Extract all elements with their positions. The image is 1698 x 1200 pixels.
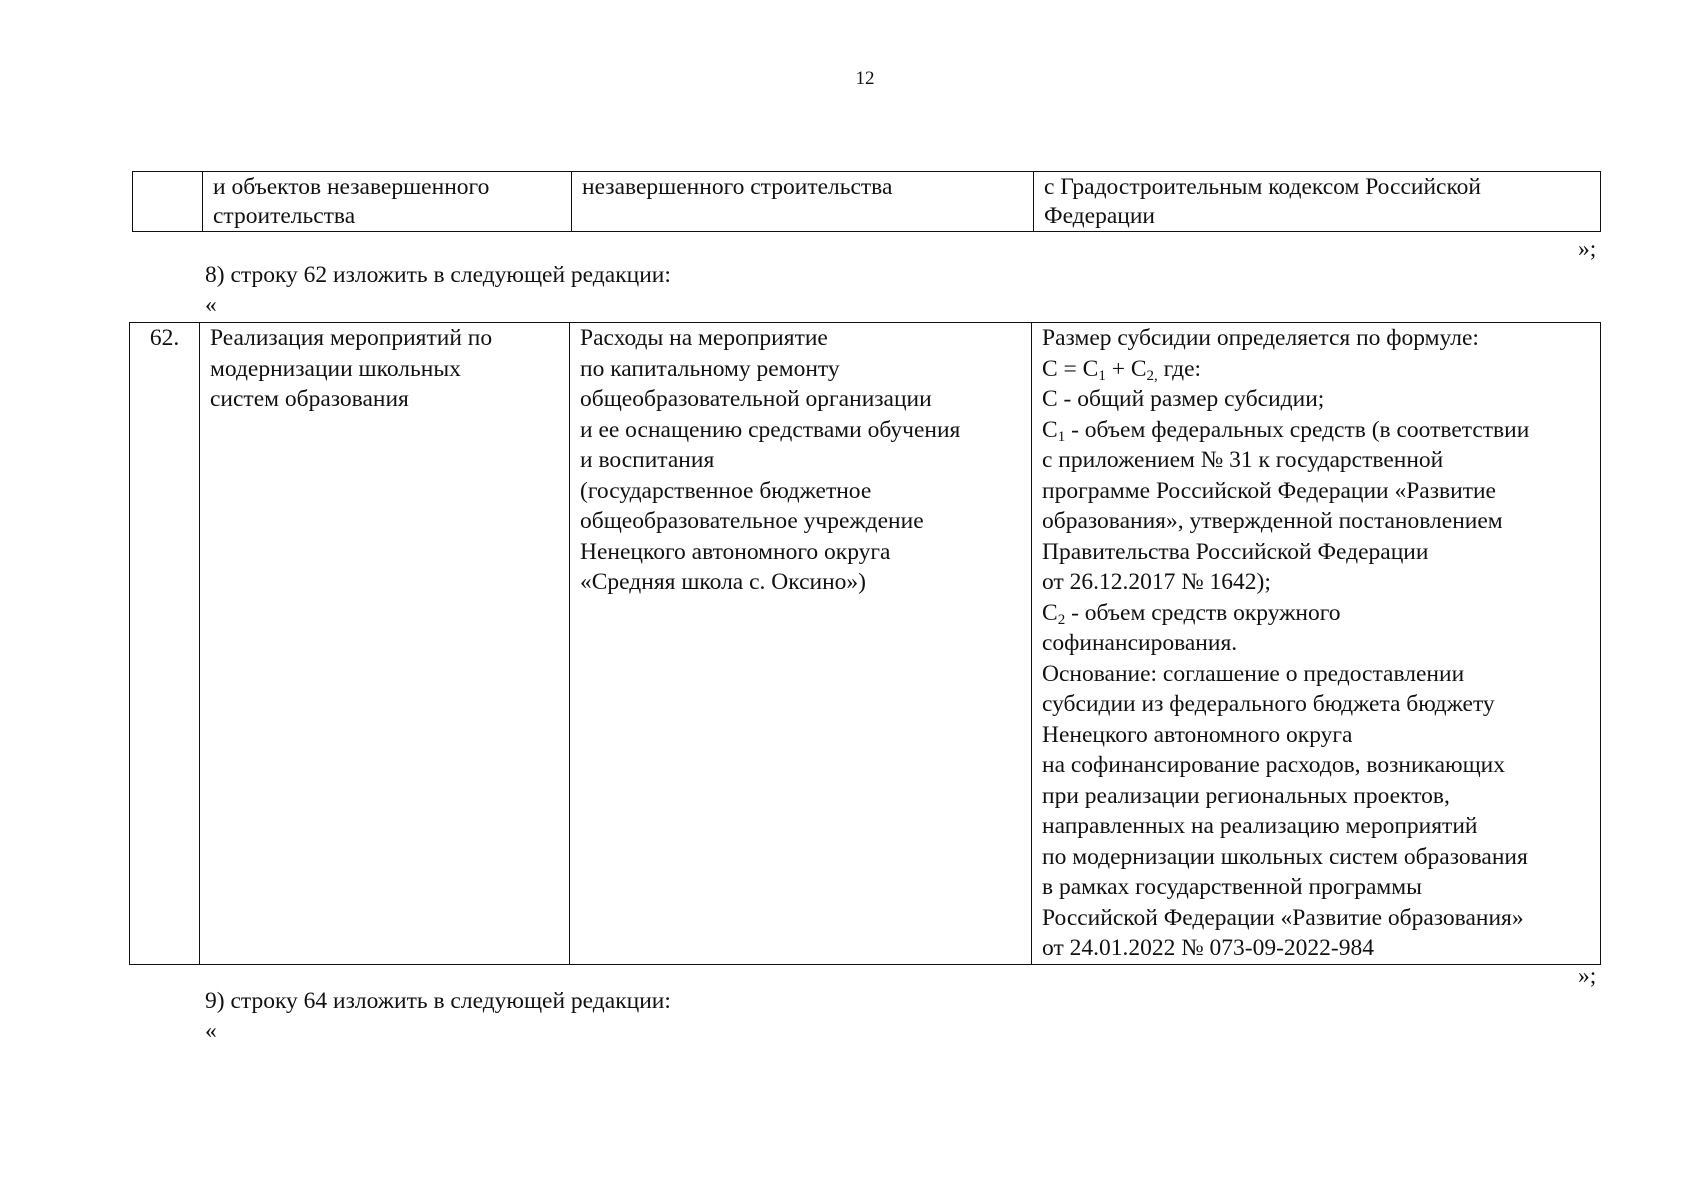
formula-sub-1: 1 (1098, 367, 1106, 384)
table-row (133, 172, 1601, 232)
text-line: модернизации школьных (210, 355, 461, 382)
text-line: незавершенного строительства (582, 174, 893, 200)
opening-quote: « (205, 1018, 217, 1044)
c1-symbol: С (1042, 416, 1058, 443)
text-line: Правительства Российской Федерации (1042, 538, 1429, 565)
c2-definition (1042, 598, 1590, 629)
text-line: в рамках государственной программы (1042, 874, 1422, 900)
text-line: по модернизации школьных систем образования (1042, 843, 1528, 870)
method-cell (1032, 323, 1601, 965)
text-line: Реализация мероприятий по (210, 325, 493, 351)
text-line: и ее оснащению средствами обучения (580, 416, 961, 443)
page-number: 12 (855, 68, 875, 89)
amendment-paragraph-8: 8) строку 62 изложить в следующей редакции: (205, 262, 671, 288)
text-line: Российской Федерации «Развитие образования» (1042, 904, 1524, 931)
prev-cell-name (203, 172, 572, 232)
text-line: «Средняя школа с. Оксино») (580, 569, 867, 595)
text-line: строительства (213, 203, 356, 229)
formula-line (1042, 354, 1590, 385)
text-line: и объектов незавершенного (213, 174, 490, 200)
text-line: от 26.12.2017 № 1642); (1042, 569, 1271, 595)
c2-subscript: 2 (1057, 611, 1066, 628)
prev-cell-number (133, 172, 203, 232)
text-line: софинансирования. (1042, 630, 1238, 656)
prev-cell-method (1034, 172, 1601, 232)
row-62-table (129, 322, 1601, 965)
text-line: Расходы на мероприятие (580, 325, 828, 351)
text-line: по капитальному ремонту (580, 355, 840, 382)
formula-sub-2: 2, (1146, 367, 1158, 384)
text-line: при реализации региональных проектов, (1042, 782, 1450, 809)
text-line: общеобразовательной организации (580, 386, 932, 412)
c2-text: - объем средств окружного (1065, 599, 1341, 626)
text-line: от 24.01.2022 № 073-09-2022-984 (1042, 935, 1374, 961)
text-line: (государственное бюджетное (580, 477, 872, 504)
text-line: субсидии из федерального бюджета бюджету (1042, 691, 1495, 717)
text-line: образования», утвержденной постановлением (1042, 508, 1503, 534)
formula-where: где: (1157, 355, 1202, 382)
closing-quote: »; (1578, 963, 1597, 989)
text-line: и воспитания (580, 447, 715, 473)
text-line: Федерации (1044, 203, 1155, 229)
table-row (130, 323, 1601, 965)
formula-plus: + С (1105, 355, 1147, 382)
text-line: общеобразовательное учреждение (580, 508, 924, 534)
text-line: с приложением № 31 к государственной (1042, 447, 1444, 473)
formula-c: С = С (1042, 355, 1099, 382)
text-line: Размер субсидии определяется по формуле: (1042, 325, 1479, 351)
text-line: Ненецкого автономного округа (580, 538, 891, 565)
c2-symbol: С (1042, 599, 1058, 626)
text-line: программе Российской Федерации «Развитие (1042, 477, 1496, 504)
event-name-cell (200, 323, 570, 965)
text-line: Ненецкого автономного округа (1042, 721, 1353, 748)
amendment-paragraph-9: 9) строку 64 изложить в следующей редакции: (205, 988, 671, 1014)
text-line: направленных на реализацию мероприятий (1042, 813, 1478, 839)
text-line: с Градостроительным кодексом Российской (1044, 174, 1482, 200)
row-number: 62. (149, 325, 180, 351)
c1-definition (1042, 415, 1590, 446)
text-line: на софинансирование расходов, возникающих (1042, 752, 1506, 778)
row-number-cell (130, 323, 200, 965)
text-line: систем образования (210, 386, 409, 412)
closing-quote: »; (1578, 236, 1597, 262)
c1-text: - объем федеральных средств (в соответствии (1065, 416, 1530, 443)
text-line: С - общий размер субсидии; (1042, 386, 1325, 412)
opening-quote: « (205, 292, 217, 318)
c1-subscript: 1 (1057, 428, 1066, 445)
expenses-cell (570, 323, 1032, 965)
prev-cell-expenses (572, 172, 1034, 232)
text-line: Основание: соглашение о предоставлении (1042, 660, 1465, 687)
previous-row-table (132, 171, 1601, 232)
